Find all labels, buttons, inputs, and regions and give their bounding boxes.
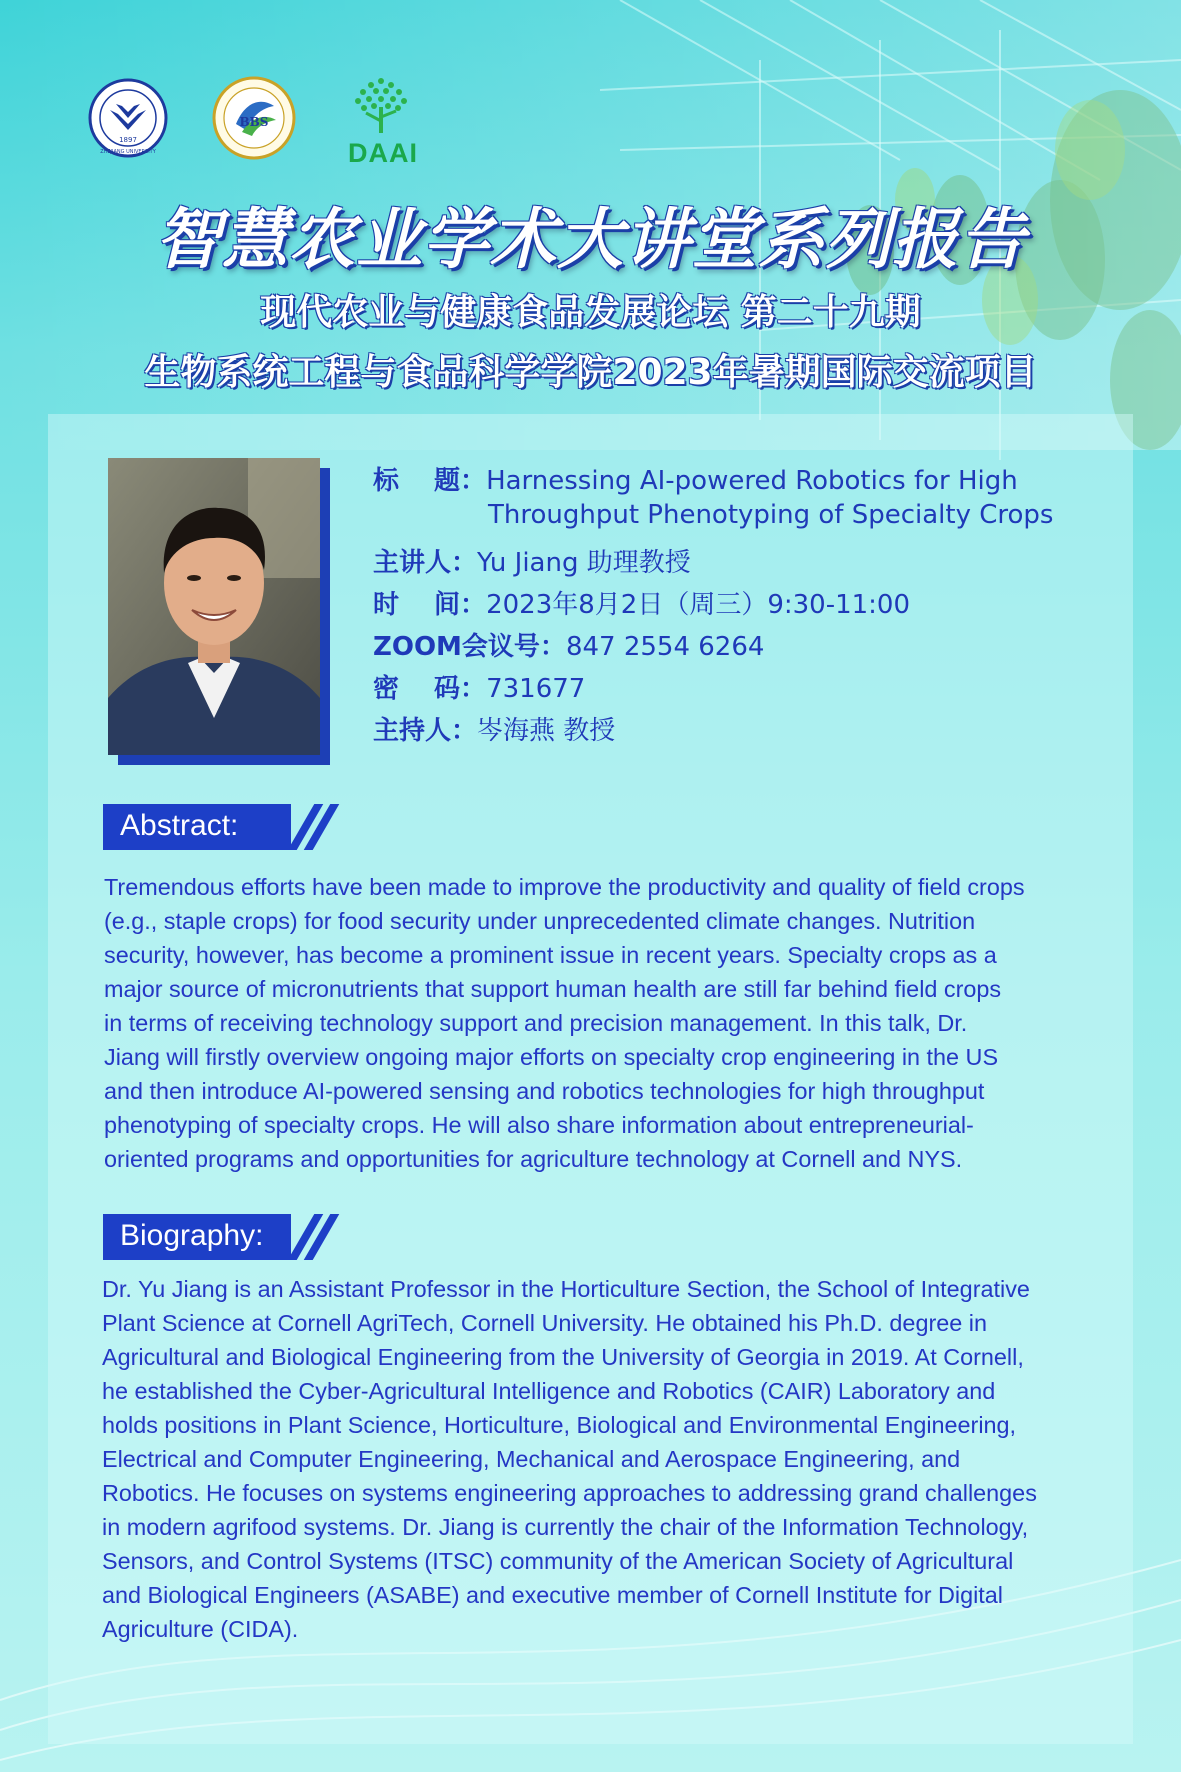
title-label: 标 题：: [373, 466, 487, 496]
biography-text: Dr. Yu Jiang is an Assistant Professor in the Horticulture Section, the School of Integrative Plant Science at Cornell AgriTech, Cornell University. He obtained his Ph.D. degree in Agricultural and Biological Engineering from the University of Georgia in 2019. At Cornell, he established the Cyber-Agricultural Intelligence and Robotics (CAIR) Laboratory and holds positions in Plant Science, Horticulture, Biological and Environmental Engineering, Electrical and Computer Engineering, Mechanical and Aerospace Engineering, and Robotics. He focuses on systems engineering approaches to addressing grand challenges in modern agrifood systems. Dr. Jiang is currently the chair of the Information Technology, Sensors, and Control Systems (ITSC) community of the American Society of Agricultural and Biological Engineers (ASABE) and executive member of Cornell Institute for Digital Agriculture (CIDA).: [102, 1276, 1037, 1642]
time-label: 时 间：: [373, 590, 487, 620]
title-line-1: Harnessing AI-powered Robotics for High: [486, 466, 1018, 496]
program-subtitle: 生物系统工程与食品科学学院2023年暑期国际交流项目: [144, 352, 1037, 393]
biography-heading-tab: [103, 1214, 333, 1260]
password-value: 731677: [486, 674, 586, 704]
zoom-row: [373, 626, 764, 663]
password-label: 密 码：: [373, 674, 487, 704]
speaker-photo: [108, 458, 320, 755]
talk-title-row-2: [488, 500, 1053, 530]
speaker-photo-frame: [108, 458, 328, 763]
bbs-text: BBS: [239, 115, 269, 129]
main-title: 智慧农业学术大讲堂系列报告: [155, 201, 1026, 278]
host-row: [373, 710, 615, 747]
abstract-text: Tremendous efforts have been made to improve the productivity and quality of field crops (e.g., staple crops) for food security under unprecedented climate changes. Nutrition security, however, has become a prominent issue in recent years. Specialty crops as a major source of micronutrients that support human health are still far behind field crops in terms of receiving technology support and precision management. In this talk, Dr. Jiang will firstly overview ongoing major efforts on specialty crop engineering in the US and then introduce AI-powered sensing and robotics technologies for high throughput phenotyping of specialty crops. He will also share information about entrepreneurial- oriented programs and opportunities for agriculture technology at Cornell and NYS.: [104, 874, 1025, 1172]
zju-name: ZHEJIANG UNIVERSITY: [100, 149, 156, 155]
zoom-value: 847 2554 6264: [565, 632, 765, 662]
zju-year: 1897: [119, 136, 137, 144]
abstract-heading: Abstract:: [120, 809, 239, 842]
forum-subtitle: 现代农业与健康食品发展论坛 第二十九期: [260, 292, 921, 333]
talk-title-row: [373, 460, 1018, 497]
abstract-heading-tab: [103, 804, 333, 850]
time-row: [373, 584, 910, 621]
password-row: [373, 668, 585, 705]
biography-heading: Biography:: [120, 1219, 264, 1252]
bbs-college-logo: [212, 76, 296, 160]
host-value: 岑海燕 教授: [477, 716, 616, 746]
title-line-2: Throughput Phenotyping of Specialty Crops: [488, 500, 1054, 530]
zhejiang-university-logo: [88, 78, 168, 158]
speaker-row: [373, 542, 691, 579]
speaker-value: Yu Jiang 助理教授: [477, 548, 691, 578]
zoom-label: ZOOM会议号：: [373, 632, 566, 662]
host-label: 主持人：: [373, 716, 478, 746]
daai-wordmark: DAAI: [348, 138, 418, 168]
speaker-label: 主讲人：: [373, 548, 478, 578]
time-value: 2023年8月2日（周三）9:30-11:00: [486, 590, 911, 620]
